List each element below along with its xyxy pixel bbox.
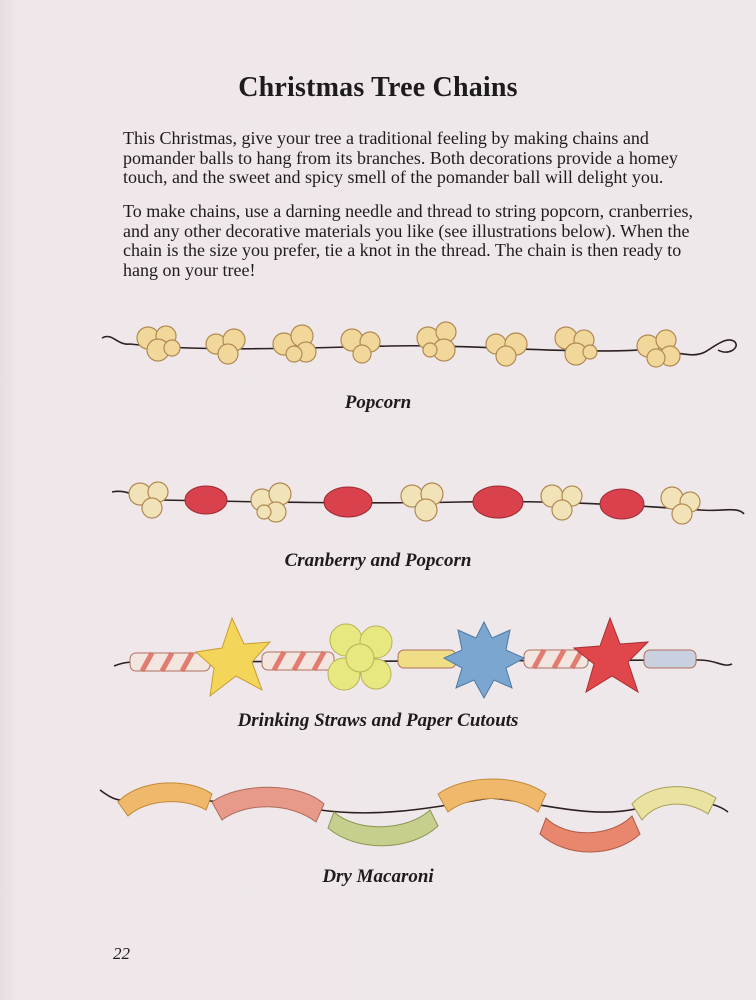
popcorn-kernel [401, 483, 443, 521]
popcorn-kernel [541, 485, 582, 520]
straws-cutouts-chain-illustration [0, 612, 756, 704]
cranberry-popcorn-chain-illustration [0, 466, 756, 546]
straw-piece [644, 650, 696, 668]
page-number: 22 [113, 944, 130, 963]
cranberry [324, 487, 372, 517]
yellow-star-cutout [196, 618, 270, 696]
macaroni-piece [212, 787, 324, 822]
macaroni-piece [438, 779, 546, 812]
intro-paragraph: This Christmas, give your tree a traditional feeling by making chains and pomander balls to hang from its branches. Both decorations provide a homey touch, and the sweet and spicy smell of the pomander ball will delight you. [123, 128, 678, 187]
popcorn-kernel [251, 483, 291, 522]
popcorn-kernel [486, 333, 527, 366]
macaroni-caption: Dry Macaroni [322, 866, 434, 887]
page-title: Christmas Tree Chains [238, 72, 518, 103]
popcorn-kernel [137, 326, 180, 361]
cranberry [600, 489, 644, 519]
yellow-flower-cutout [328, 624, 392, 690]
popcorn-caption: Popcorn [344, 392, 412, 413]
cranberry [473, 486, 523, 518]
blue-star-cutout [444, 622, 524, 698]
macaroni-chain-illustration [0, 768, 756, 864]
macaroni-piece [328, 810, 438, 846]
popcorn-kernel [661, 487, 700, 524]
popcorn-kernel [417, 322, 456, 361]
red-star-cutout [574, 618, 648, 692]
cranberry [185, 486, 227, 514]
popcorn-kernel [206, 329, 245, 364]
popcorn-kernel [637, 330, 680, 367]
popcorn-chain-illustration [0, 310, 756, 390]
popcorn-kernel [341, 329, 380, 363]
cranberry-caption: Cranberry and Popcorn [284, 550, 472, 571]
straws-caption: Drinking Straws and Paper Cutouts [237, 710, 519, 731]
macaroni-piece [118, 783, 212, 816]
macaroni-piece [632, 787, 716, 820]
popcorn-kernel [555, 327, 597, 365]
popcorn-kernel [129, 482, 168, 518]
macaroni-piece [540, 816, 640, 852]
instructions-paragraph: To make chains, use a darning needle and thread to string popcorn, cranberries, and any other decorative materials you like (see illustrations below). When the chain is the size you prefer, tie a knot in the thread. The chain is then ready to hang on your tree! [123, 201, 694, 280]
popcorn-kernel [273, 325, 316, 362]
